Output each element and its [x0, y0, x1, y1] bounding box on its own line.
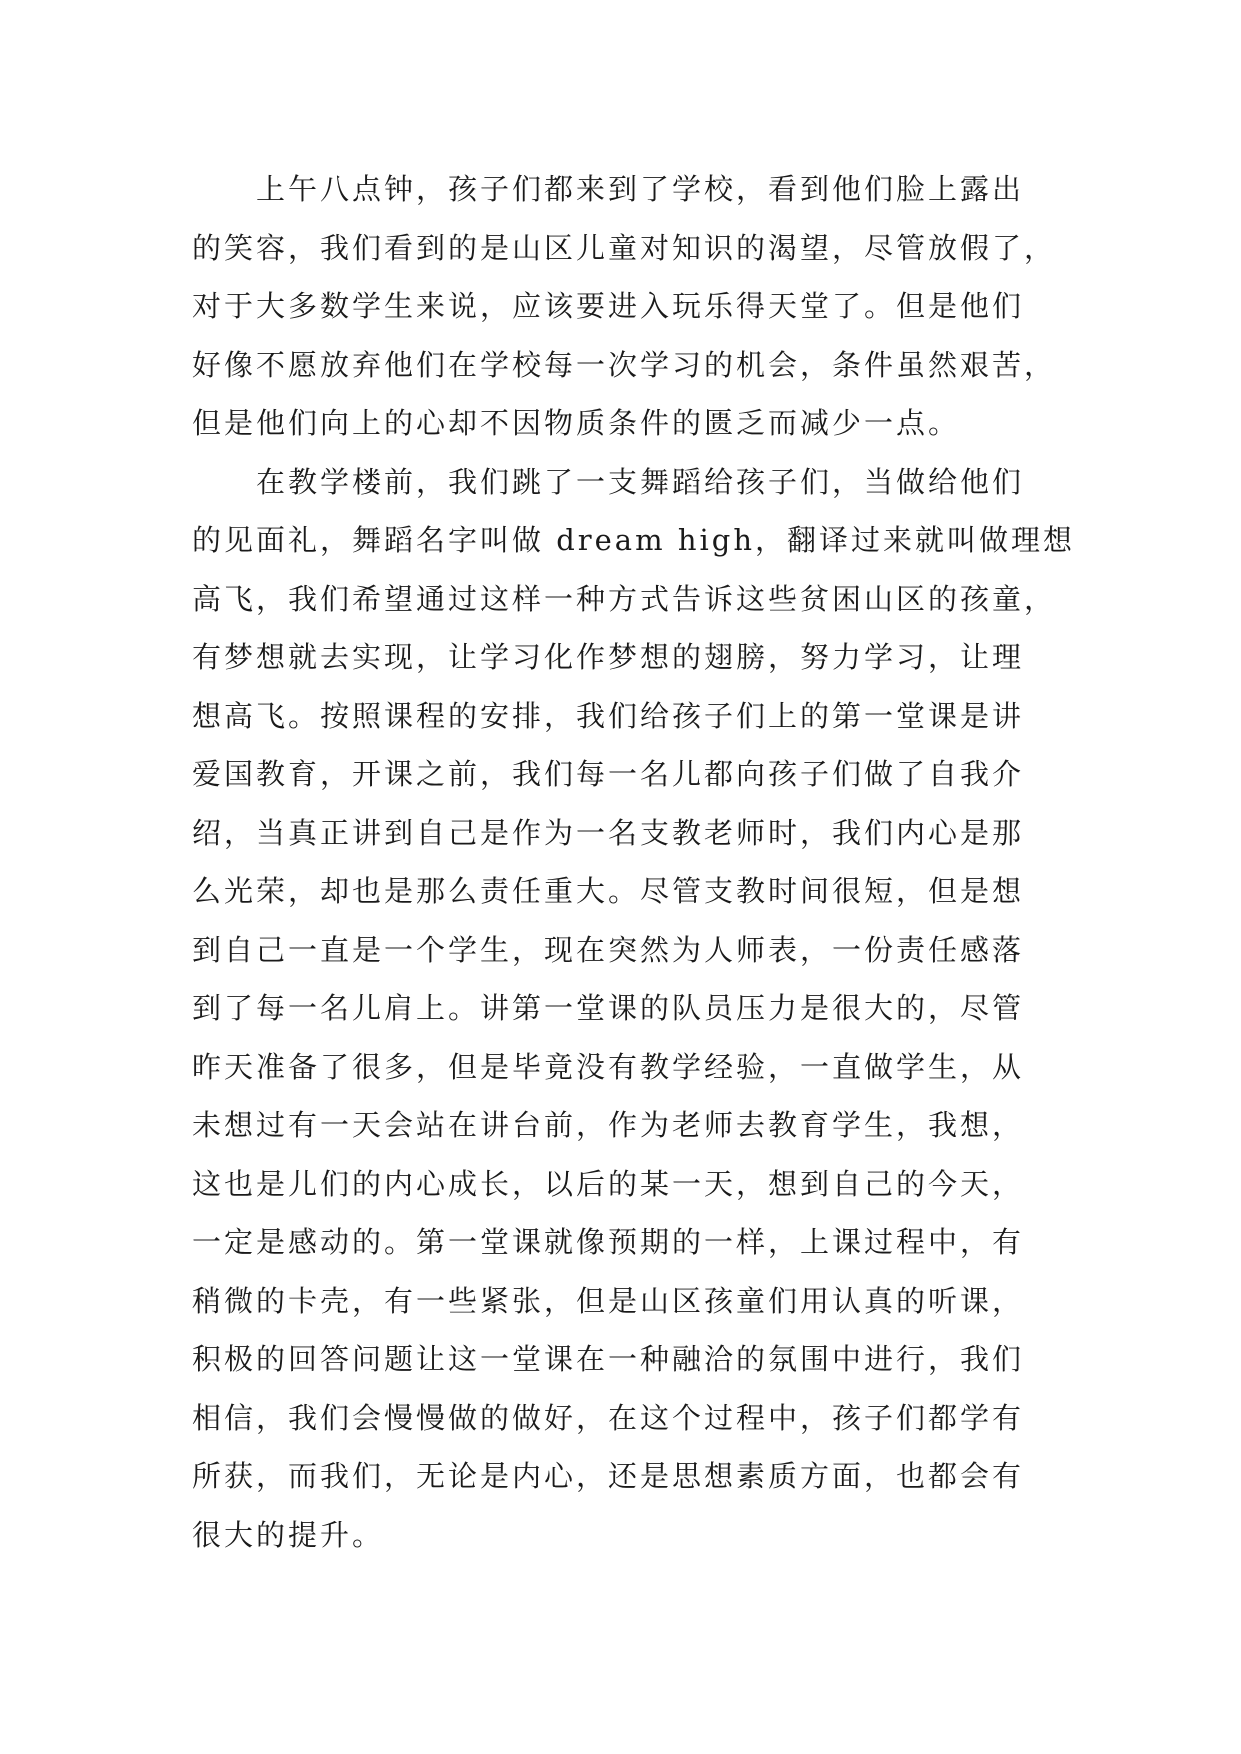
- text-line: 到自己一直是一个学生，现在突然为人师表，一份责任感落: [192, 932, 1025, 967]
- text-line: 上午八点钟，孩子们都来到了学校，看到他们脸上露出: [256, 172, 1025, 206]
- text-line: 但是他们向上的心却不因物质条件的匮乏而减少一点。: [192, 406, 961, 440]
- text-line: 绍，当真正讲到自己是作为一名支教老师时，我们内心是那: [192, 815, 1025, 850]
- text-line: 好像不愿放弃他们在学校每一次学习的机会，条件虽然艰苦，: [192, 347, 1057, 382]
- text-line: 昨天准备了很多，但是毕竟没有教学经验，一直做学生，从: [192, 1049, 1025, 1084]
- text-line: 所获，而我们，无论是内心，还是思想素质方面，也都会有: [192, 1459, 1025, 1493]
- text-line: 的笑容，我们看到的是山区儿童对知识的渴望，尽管放假了，: [192, 230, 1057, 265]
- text-line: 很大的提升。: [192, 1517, 385, 1552]
- text-line: 么光荣，却也是那么责任重大。尽管支教时间很短，但是想: [192, 874, 1025, 908]
- text-line: 想高飞。按照课程的安排，我们给孩子们上的第一堂课是讲: [192, 698, 1025, 733]
- paragraph-2: [192, 453, 1076, 1565]
- text-line: 相信，我们会慢慢做的做好，在这个过程中，孩子们都学有: [192, 1400, 1025, 1435]
- text-line: 一定是感动的。第一堂课就像预期的一样，上课过程中，有: [192, 1225, 1025, 1259]
- document-body: [192, 160, 1076, 1564]
- text-line: 在教学楼前，我们跳了一支舞蹈给孩子们，当做给他们: [256, 464, 1025, 499]
- text-line: 这也是儿们的内心成长，以后的某一天，想到自己的今天，: [192, 1166, 1025, 1201]
- text-line: 爱国教育，开课之前，我们每一名儿都向孩子们做了自我介: [192, 757, 1025, 791]
- text-line: 到了每一名儿肩上。讲第一堂课的队员压力是很大的，尽管: [192, 991, 1025, 1025]
- text-line: 的见面礼，舞蹈名字叫做 dream high，翻译过来就叫做理想: [192, 523, 1076, 557]
- paragraph-1: [192, 160, 1072, 453]
- text-line: 对于大多数学生来说，应该要进入玩乐得天堂了。但是他们: [192, 289, 1025, 323]
- text-line: 高飞，我们希望通过这样一种方式告诉这些贫困山区的孩童，: [192, 581, 1057, 616]
- text-line: 有梦想就去实现，让学习化作梦想的翅膀，努力学习，让理: [192, 640, 1025, 674]
- text-line: 稍微的卡壳，有一些紧张，但是山区孩童们用认真的听课，: [192, 1283, 1025, 1318]
- text-line: 未想过有一天会站在讲台前，作为老师去教育学生，我想，: [192, 1108, 1025, 1142]
- text-line: 积极的回答问题让这一堂课在一种融洽的氛围中进行，我们: [192, 1342, 1025, 1376]
